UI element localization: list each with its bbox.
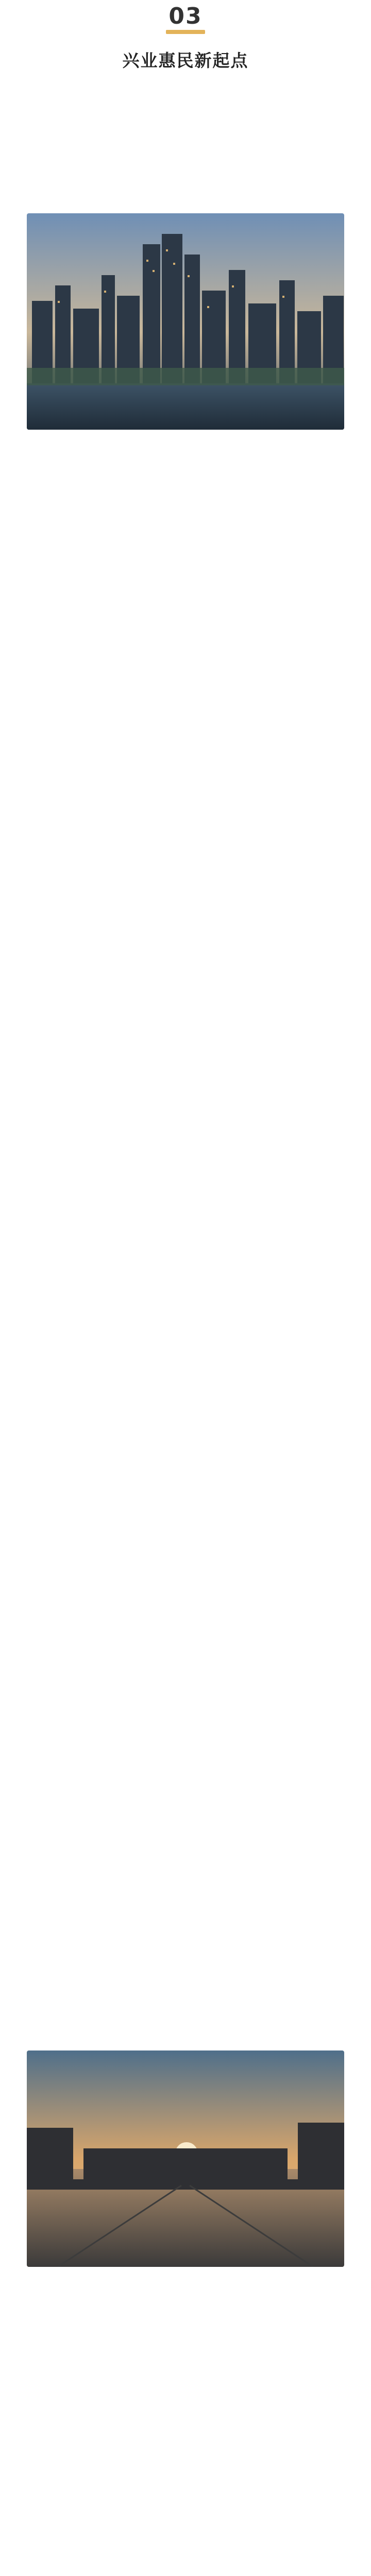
section-number-underline <box>166 30 205 34</box>
section-number: 03 <box>168 3 203 29</box>
stadium-image <box>27 2050 344 2267</box>
stadium-photo <box>27 2050 344 2267</box>
city-skyline-photo <box>27 213 344 430</box>
city-skyline-image <box>27 213 344 430</box>
section-headline: 兴业惠民新起点 <box>122 50 249 71</box>
